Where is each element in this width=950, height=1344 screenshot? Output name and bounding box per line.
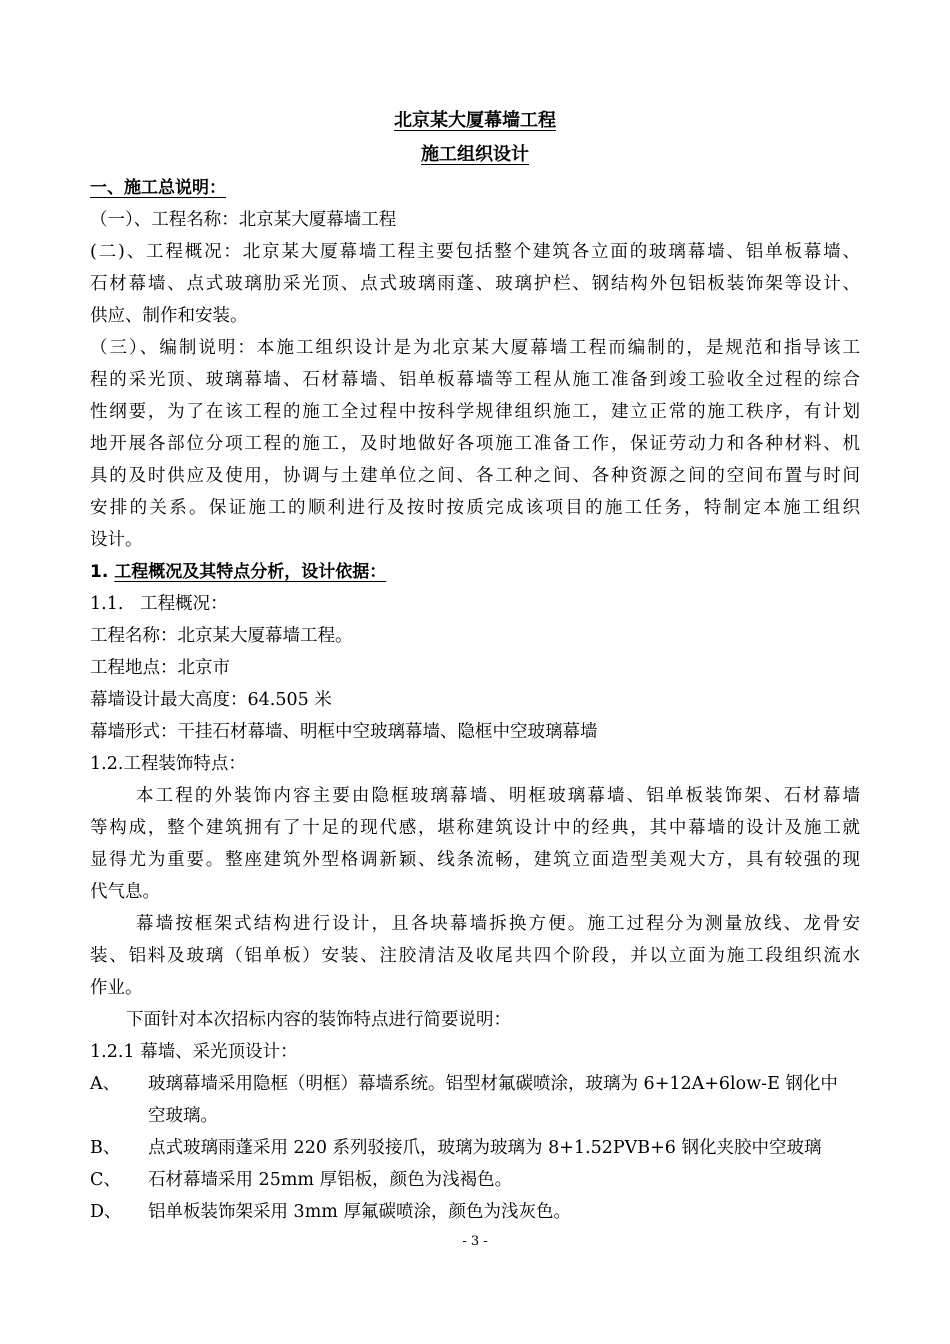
section2-heading bbox=[90, 556, 860, 588]
list-item-text: 玻璃幕墙采用隐框（明框）幕墙系统。铝型材氟碳喷涂，玻璃为 6+12A+6low-E 钢化中 bbox=[148, 1074, 838, 1094]
section1-item3-line: 地开展各部位分项工程的施工，及时地做好各项施工准备工作，保证劳动力和各种材料、机 bbox=[90, 434, 860, 454]
section2-heading-number: 1. bbox=[90, 562, 109, 582]
list-item-text: 点式玻璃雨蓬采用 220 系列驳接爪，玻璃为玻璃为 8+1.52PVB+6 钢化夹胶中空玻璃 bbox=[148, 1138, 822, 1158]
section1-item3-line: 安排的关系。保证施工的顺利进行及按时按质完成该项目的施工任务，特制定本施工组织 bbox=[90, 498, 860, 518]
section1-item3-line: 程的采光顶、玻璃幕墙、石材幕墙、铝单板幕墙等工程从施工准备到竣工验收全过程的综合 bbox=[90, 370, 860, 390]
list-item-label: D、 bbox=[90, 1202, 122, 1222]
para1-line: 本工程的外装饰内容主要由隐框玻璃幕墙、明框玻璃幕墙、铝单板装饰架、石材幕墙 bbox=[136, 786, 860, 806]
document-subtitle bbox=[0, 140, 950, 170]
section2-sub2: 1.2.工程装饰特点： bbox=[90, 754, 246, 774]
para2-line: 作业。 bbox=[90, 978, 143, 998]
list-item-label: A、 bbox=[90, 1074, 121, 1094]
document-title-line2: 施工组织设计 bbox=[421, 144, 529, 165]
section1-item2-line: (二)、工程概况：北京某大厦幕墙工程主要包括整个建筑各立面的玻璃幕墙、铝单板幕墙、 bbox=[90, 242, 860, 262]
section1-heading-text: 一、施工总说明： bbox=[90, 178, 226, 198]
list-item-text: 铝单板装饰架采用 3mm 厚氟碳喷涂，颜色为浅灰色。 bbox=[148, 1202, 571, 1222]
section2-heading-text: 工程概况及其特点分析，设计依据： bbox=[114, 562, 387, 582]
project-form: 幕墙形式：干挂石材幕墙、明框中空玻璃幕墙、隐框中空玻璃幕墙 bbox=[90, 722, 598, 742]
project-name: 工程名称：北京某大厦幕墙工程。 bbox=[90, 626, 353, 646]
section1-item3-line: 设计。 bbox=[90, 530, 143, 550]
section1-item1: （一）、工程名称：北京某大厦幕墙工程 bbox=[90, 210, 397, 230]
project-location: 工程地点：北京市 bbox=[90, 658, 230, 678]
document-title bbox=[0, 106, 950, 136]
para1-line: 等构成，整个建筑拥有了十足的现代感，堪称建筑设计中的经典，其中幕墙的设计及施工就 bbox=[90, 818, 860, 838]
para1-line: 显得尤为重要。整座建筑外型格调新颖、线条流畅，建筑立面造型美观大方，具有较强的现 bbox=[90, 850, 860, 870]
section1-item3-line: 具的及时供应及使用，协调与土建单位之间、各工种之间、各种资源之间的空间布置与时间 bbox=[90, 466, 860, 486]
section1-heading bbox=[90, 172, 860, 204]
list-item-label: C、 bbox=[90, 1170, 121, 1190]
list-item bbox=[90, 1196, 860, 1228]
list-item bbox=[90, 1164, 860, 1196]
list-item-continuation: 空玻璃。 bbox=[148, 1106, 218, 1126]
section2-sub1: 1.1. 工程概况： bbox=[90, 594, 228, 614]
para2-line: 幕墙按框架式结构进行设计，且各块幕墙拆换方便。施工过程分为测量放线、龙骨安 bbox=[136, 914, 860, 934]
section2-sub3: 1.2.1 幕墙、采光顶设计： bbox=[90, 1042, 298, 1062]
list-item bbox=[90, 1132, 860, 1164]
para3: 下面针对本次招标内容的装饰特点进行简要说明： bbox=[126, 1010, 511, 1030]
para2-line: 装、铝料及玻璃（铝单板）安装、注胶清洁及收尾共四个阶段，并以立面为施工段组织流水 bbox=[90, 946, 860, 966]
section1-item2-line: 供应、制作和安装。 bbox=[90, 306, 248, 326]
project-height: 幕墙设计最大高度：64.505 米 bbox=[90, 690, 332, 710]
list-item bbox=[90, 1068, 860, 1100]
list-item-label: B、 bbox=[90, 1138, 121, 1158]
section1-item3-line: 性纲要，为了在该工程的施工全过程中按科学规律组织施工，建立正常的施工秩序，有计划 bbox=[90, 402, 860, 422]
para1-line: 代气息。 bbox=[90, 882, 160, 902]
section1-item3-line: （三）、编制说明：本施工组织设计是为北京某大厦幕墙工程而编制的，是规范和指导该工 bbox=[90, 338, 860, 358]
document-title-line1: 北京某大厦幕墙工程 bbox=[394, 110, 556, 131]
page-number: - 3 - bbox=[462, 1234, 488, 1249]
section1-item2-line: 石材幕墙、点式玻璃肋采光顶、点式玻璃雨蓬、玻璃护栏、钢结构外包铝板装饰架等设计、 bbox=[90, 274, 860, 294]
list-item-text: 石材幕墙采用 25mm 厚铝板，颜色为浅褐色。 bbox=[148, 1170, 513, 1190]
